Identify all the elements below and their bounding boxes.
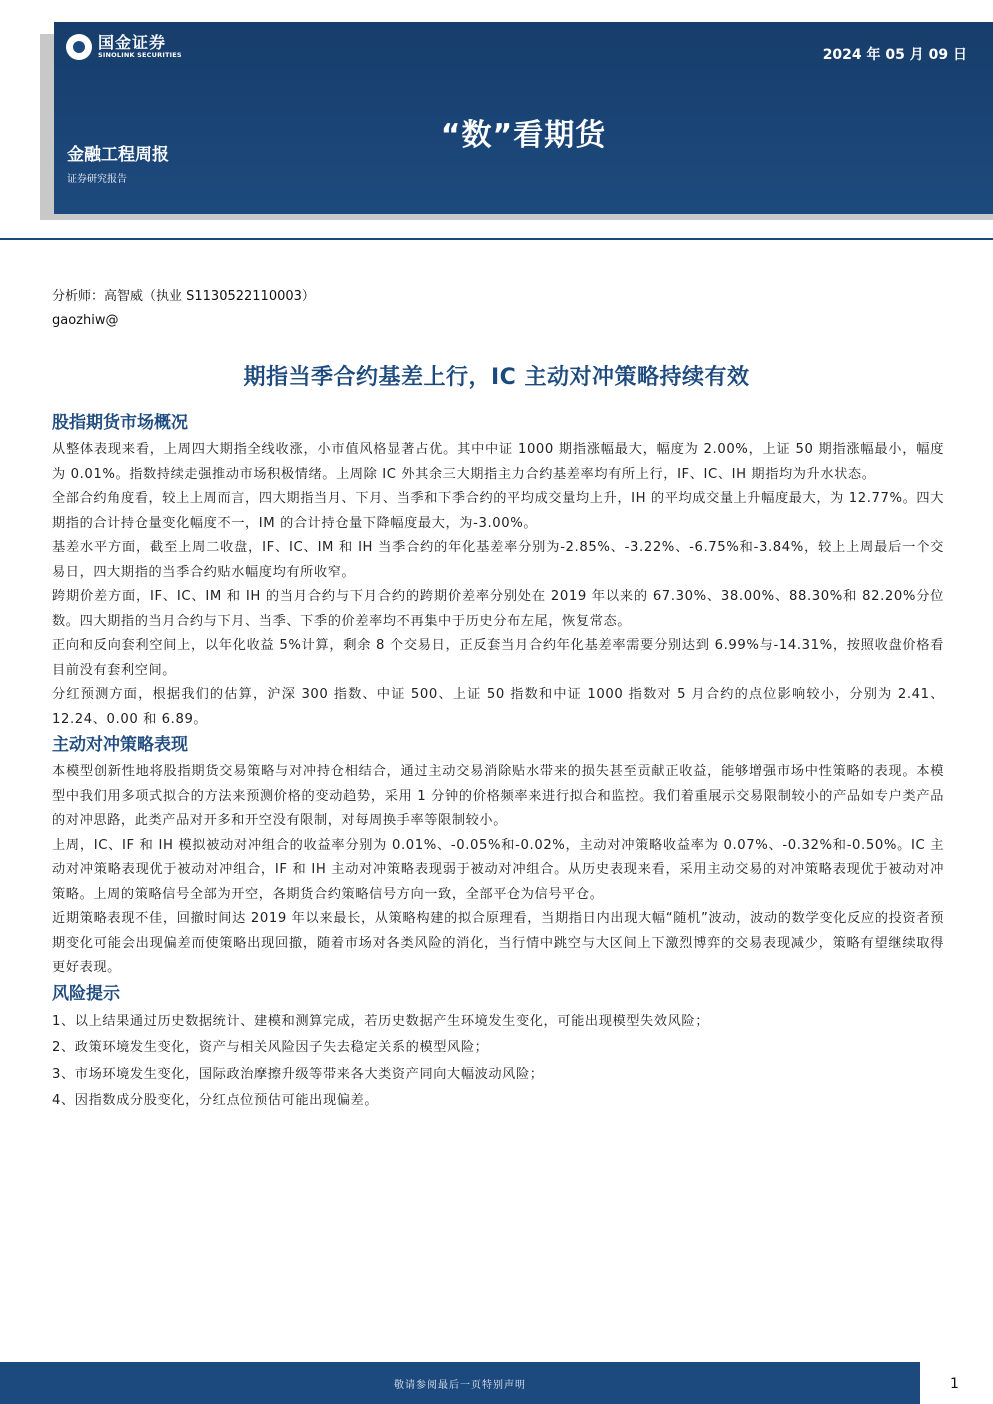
- section-title-risk: 风险提示: [52, 983, 120, 1004]
- report-date: 2024 年 05 月 09 日: [822, 47, 967, 63]
- footer-bar: [0, 1362, 920, 1404]
- paragraph: 从整体表现来看，上周四大期指全线收涨，小市值风格显著占优。其中中证 1000 期指涨幅最大，幅度为 2.00%，上证 50 期指涨幅最小，幅度为 0.01%。指数持续走强推动市场积极情绪。上周除 IC 外其余三大期指主力合约基差率均有所上行，IF、IC、IH 期指均为升水状态。: [52, 442, 944, 482]
- section-title-hedge: 主动对冲策略表现: [52, 735, 188, 755]
- header-divider: [0, 238, 993, 240]
- section-title-market: 股指期货市场概况: [52, 413, 188, 433]
- page-number: 1: [950, 1376, 959, 1392]
- risk-item: 3、市场环境发生变化，国际政治摩擦升级等带来各大类资产同向大幅波动风险；: [52, 1066, 544, 1082]
- disclaimer-note: 敬请参阅最后一页特别声明: [394, 1380, 526, 1391]
- analyst-info: 分析师：高智威（执业 S1130522110003）: [52, 289, 315, 304]
- paragraph: 近期策略表现不佳，回撤时间达 2019 年以来最长，从策略构建的拟合原理看，当期指日内出现大幅“随机”波动，波动的数学变化反应的投资者预期变化可能会出现偏差而使策略出现回撤，随着市场对各类风险的消化，当行情中跳空与大区间上下激烈博弈的交易表现减少，策略有望继续取得更好表现。: [52, 911, 944, 975]
- report-header: [54, 22, 993, 214]
- paragraph: 基差水平方面，截至上周二收盘，IF、IC、IM 和 IH 当季合约的年化基差率分别为-2.85%、-3.22%、-6.75%和-3.84%，较上上周最后一个交易日，四大期指的当季合约贴水幅度均有所收窄。: [52, 540, 944, 580]
- paragraph: 上周，IC、IF 和 IH 模拟被动对冲组合的收益率分别为 0.01%、-0.05%和-0.02%，主动对冲策略收益率为 0.07%、-0.32%和-0.50%。IC 主动对冲策略表现优于被动对冲组合，IF 和 IH 主动对冲策略表现弱于被动对冲组合。从历史表现来看，采用主动交易的对冲策略表现优于被动对冲策略。上周的策略信号全部为开空，各期货合约策略信号方向一致，全部平仓为信号平仓。: [52, 837, 944, 902]
- logo-name-cn: 国金证券: [98, 33, 167, 53]
- logo-mark-icon: [66, 34, 92, 60]
- paragraph: 分红预测方面，根据我们的估算，沪深 300 指数、中证 500、上证 50 指数和中证 1000 指数对 5 月合约的点位影响较小，分别为 2.41、12.24、0.00 和 6.89。: [52, 687, 944, 727]
- headline: 期指当季合约基差上行，IC 主动对冲策略持续有效: [243, 365, 750, 390]
- report-subtype: 证券研究报告: [67, 174, 127, 185]
- analyst-email: gaozhiw@: [52, 313, 119, 328]
- paragraph: 跨期价差方面，IF、IC、IM 和 IH 的当月合约与下月合约的跨期价差率分别处在 2019 年以来的 67.30%、38.00%、88.30%和 82.20%分位数。四大期指的当月合约与下月、当季、下季的价差率均不再集中于历史分布左尾，恢复常态。: [52, 589, 944, 629]
- risk-item: 4、因指数成分股变化，分红点位预估可能出现偏差。: [52, 1093, 379, 1108]
- logo-name-en: SINOLINK SECURITIES: [98, 50, 182, 59]
- report-type: 金融工程周报: [67, 145, 169, 165]
- report-title: “数”看期货: [440, 118, 607, 153]
- company-logo: [66, 34, 182, 60]
- risk-item: 1、以上结果通过历史数据统计、建模和测算完成，若历史数据产生环境发生变化，可能出现模型失效风险；: [52, 1013, 709, 1029]
- paragraph: 全部合约角度看，较上上周而言，四大期指当月、下月、当季和下季合约的平均成交量均上升，IH 的平均成交量上升幅度最大，为 12.77%。四大期指的合计持仓量变化幅度不一，IM 的合计持仓量下降幅度最大，为-3.00%。: [52, 491, 944, 531]
- report-body: [52, 410, 944, 1115]
- paragraph: 正向和反向套利空间上，以年化收益 5%计算，剩余 8 个交易日，正反套当月合约年化基差率需要分别达到 6.99%与-14.31%，按照收盘价格看目前没有套利空间。: [52, 638, 944, 678]
- risk-item: 2、政策环境发生变化，资产与相关风险因子失去稳定关系的模型风险；: [52, 1040, 489, 1055]
- paragraph: 本模型创新性地将股指期货交易策略与对冲持仓相结合，通过主动交易消除贴水带来的损失甚至贡献正收益，能够增强市场中性策略的表现。本模型中我们用多项式拟合的方法来预测价格的变动趋势，采用 1 分钟的价格频率来进行拟合和监控。我们着重展示交易限制较小的产品如专户类产品的对冲思路，此类产品对开多和开空没有限制，对每周换手率等限制较小。: [52, 764, 944, 828]
